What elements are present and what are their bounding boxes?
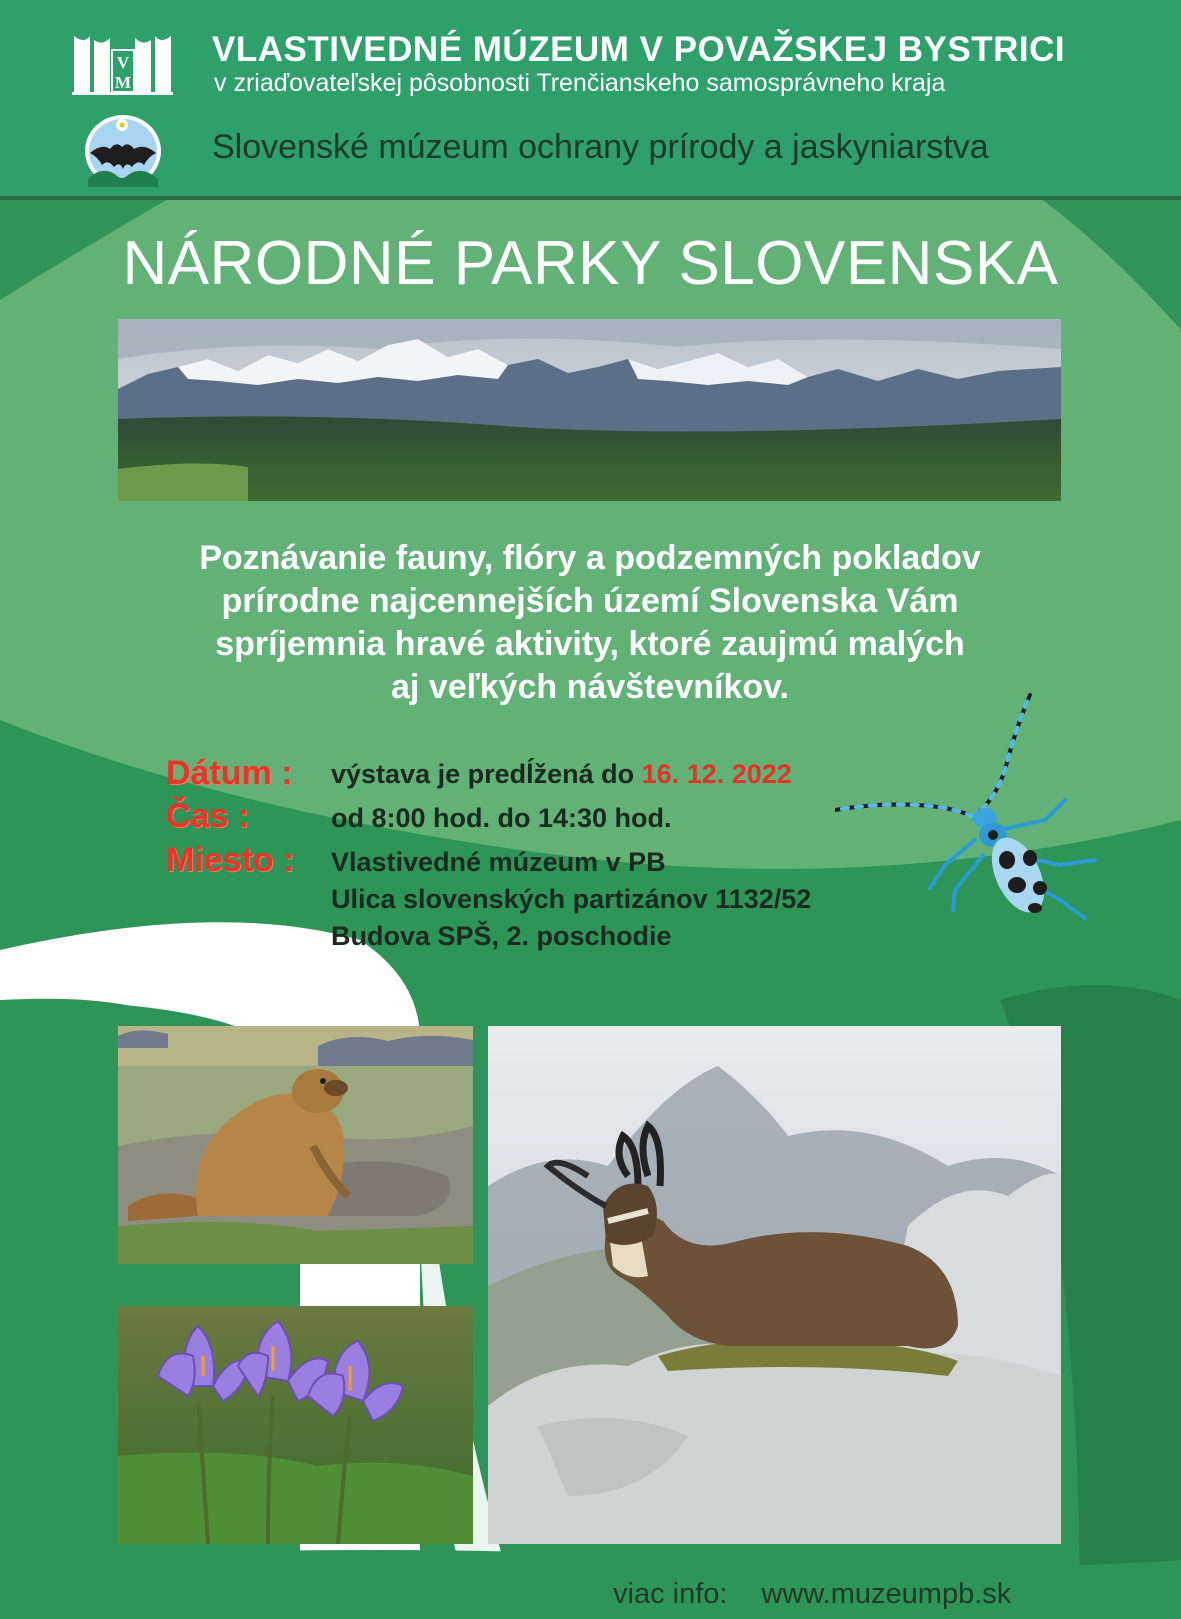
date-value [331, 759, 792, 790]
place-label: Miesto : [166, 841, 295, 879]
place-line: Vlastivedné múzeum v PB [331, 847, 666, 877]
event-description [130, 537, 1050, 709]
mountain-panorama-image [118, 319, 1061, 501]
place-line: Ulica slovenských partizánov 1132/52 [331, 884, 812, 914]
footer-info [613, 1578, 1011, 1611]
date-highlight: 16. 12. 2022 [641, 759, 792, 789]
description-line: spríjemnia hravé aktivity, ktoré zaujmú malých [215, 625, 965, 663]
description-line: aj veľkých návštevníkov. [390, 668, 790, 706]
svg-text:M: M [114, 73, 132, 92]
beetle-image [835, 690, 1105, 930]
description-line: prírodne najcennejších území Slovenska Vám [221, 582, 959, 620]
place-line: Budova SPŠ, 2. poschodie [331, 921, 672, 951]
page-title: NÁRODNÉ PARKY SLOVENSKA [122, 229, 1059, 298]
chamois-image [488, 1026, 1061, 1544]
museum-logo-icon [70, 30, 175, 96]
second-museum-name: Slovenské múzeum ochrany prírody a jaskyniarstva [212, 128, 989, 166]
svg-text:V: V [116, 53, 130, 72]
footer-label: viac info: [613, 1578, 728, 1610]
date-label: Dátum : [166, 754, 293, 792]
museum-title: VLASTIVEDNÉ MÚZEUM V POVAŽSKEJ BYSTRICI [212, 30, 1066, 69]
marmot-image [118, 1026, 473, 1264]
museum-subtitle: v zriaďovateľskej pôsobnosti Trenčianskeho samosprávneho kraja [214, 69, 946, 97]
description-line: Poznávanie fauny, flóry a podzemných pokladov [199, 539, 981, 577]
time-value: od 8:00 hod. do 14:30 hod. [331, 803, 672, 833]
header-divider [0, 196, 1181, 200]
date-text: výstava je predĺžená do [331, 759, 635, 789]
bat-logo-icon [82, 113, 164, 189]
website-link[interactable]: www.muzeumpb.sk [761, 1578, 1012, 1610]
time-label: Čas : [166, 797, 250, 835]
crocus-image [118, 1306, 473, 1544]
